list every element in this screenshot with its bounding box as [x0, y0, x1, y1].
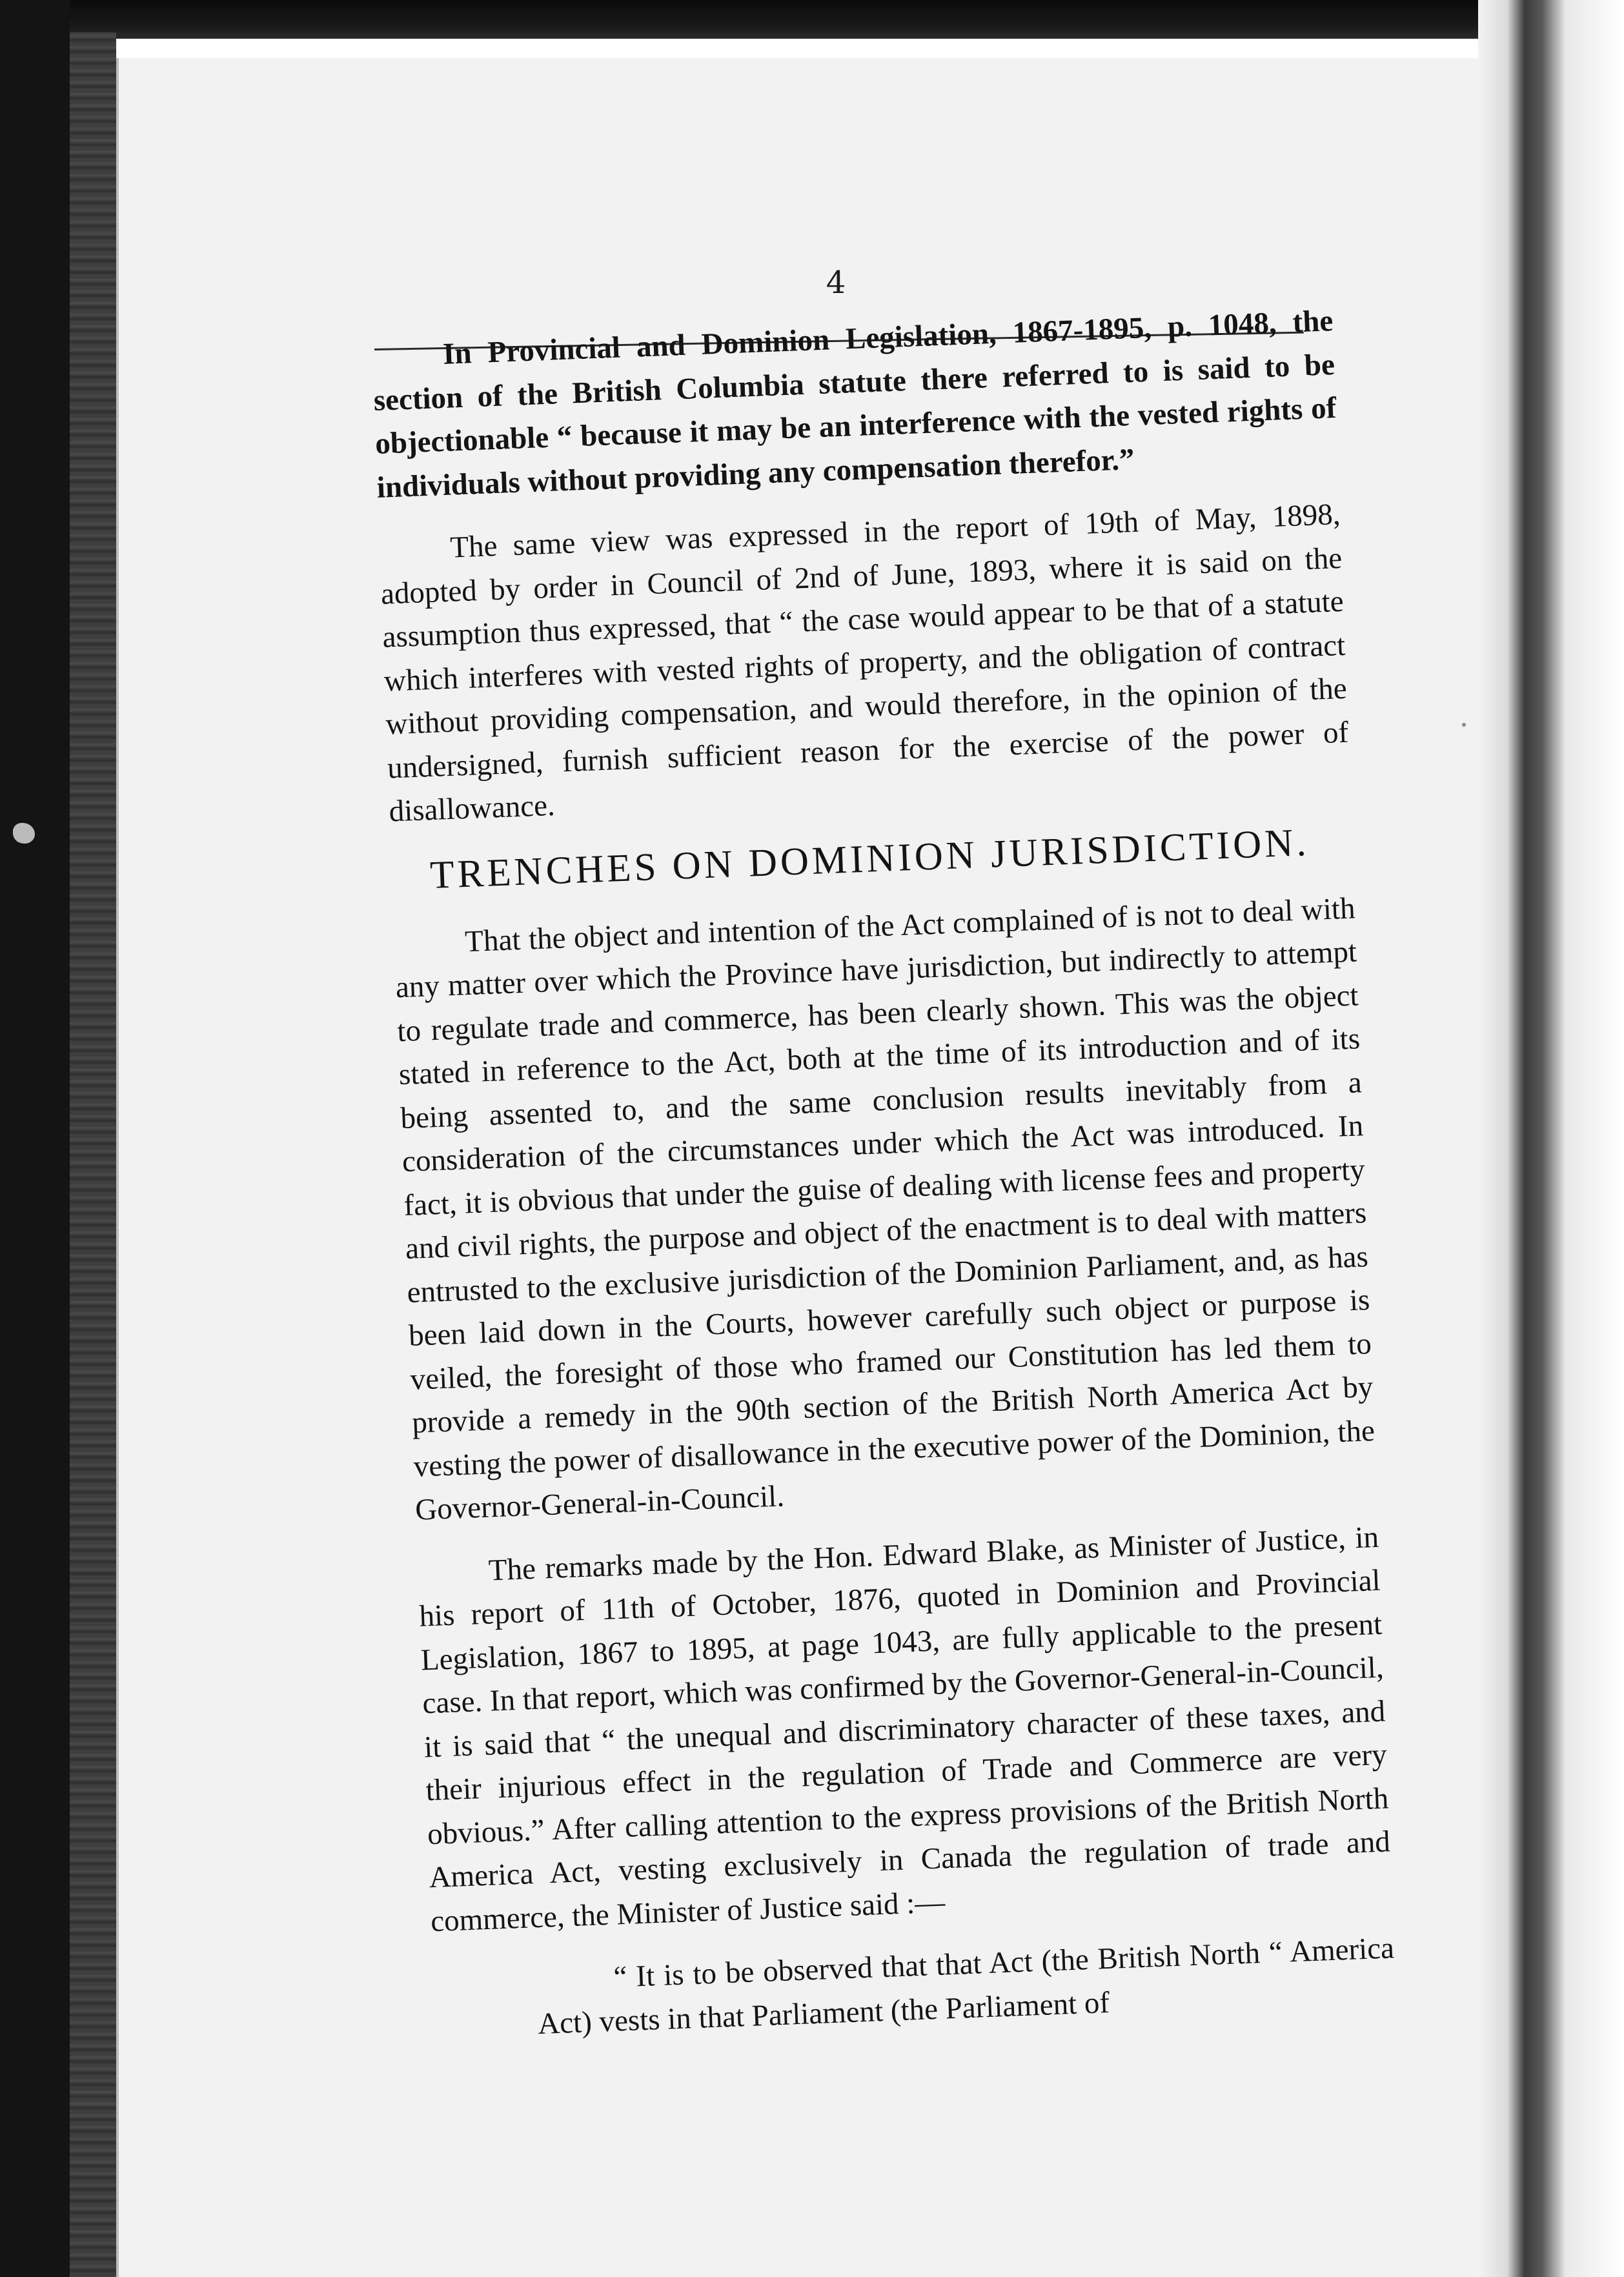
- scan-artifact: [13, 823, 35, 844]
- paragraph: The same view was expressed in the report of 19th of May, 1898, adopted by order in Council of 2nd of June, 1893, where it is said on the assumption thus expressed, that “ the case would appear to be that of a statute which interferes with vested rights of property, and the obligation of contract without providing compensation, and would therefore, in the opinion of the undersigned, furnish sufficient reason for the exercise of the power of disallowance.: [380, 497, 1350, 829]
- paragraph: The remarks made by the Hon. Edward Blake, as Minister of Justice, in his report of 11th of October, 1876, quoted in Dominion and Provincial Legislation, 1867 to 1895, at page 1043, are fully applicable to the present case. In that report, which was confirmed by the Governor-General-in-Council, it is said that “ the unequal and discriminatory character of these taxes, and their injurious effect in the regulation of Trade and Commerce are very obvious.” After calling attention to the express provisions of the British North America Act, vesting exclusively in Canada the regulation of trade and commerce, the Minister of Justice said :—: [418, 1520, 1391, 1938]
- scan-border-left: [0, 0, 70, 2277]
- scan-artifact-dot: [1462, 723, 1466, 727]
- page-number: 4: [826, 265, 846, 301]
- page-body: [371, 299, 1397, 2050]
- paragraph: That the object and intention of the Act complained of is not to deal with any matter over which the Province have jurisdiction, but indirectly to attempt to regulate trade and commerce, has been clearly shown. This was the object stated in reference to the Act, both at the time of its introduction and of its being assented to, and the same conclusion results inevitably from a consideration of the circumstances under which the Act was introduced. In fact, it is obvious that under the guise of dealing with license fees and property and civil rights, the purpose and object of the enactment is to deal with matters entrusted to the exclusive jurisdiction of the Dominion Parliament, and, as has been laid down in the Courts, however carefully such object or purpose is veiled, the foresight of those who framed our Constitution has led them to provide a remedy in the 90th section of the British North America Act by vesting the power of disallowance in the executive power of the Dominion, the Governor-General-in-Council.: [394, 891, 1375, 1527]
- block-quote: “ It is to be observed that that Act (the British North “ America Act) vests in that Parliament (the Parliament of: [537, 1931, 1395, 2041]
- page-edge-shadow: [1478, 0, 1624, 2277]
- paragraph: In Provincial and Dominion Legislation, 1867-1895, p. 1048, the section of the British Columbia statute there referred to is said to be objectionable “ because it may be an interference with the vested rights of individuals without providing any compensation therefor.”: [372, 304, 1337, 505]
- section-heading: TRENCHES ON DOMINION JURISDICTION.: [429, 820, 1310, 897]
- scan-border-texture: [70, 32, 116, 2277]
- scan-border-top: [0, 0, 1624, 39]
